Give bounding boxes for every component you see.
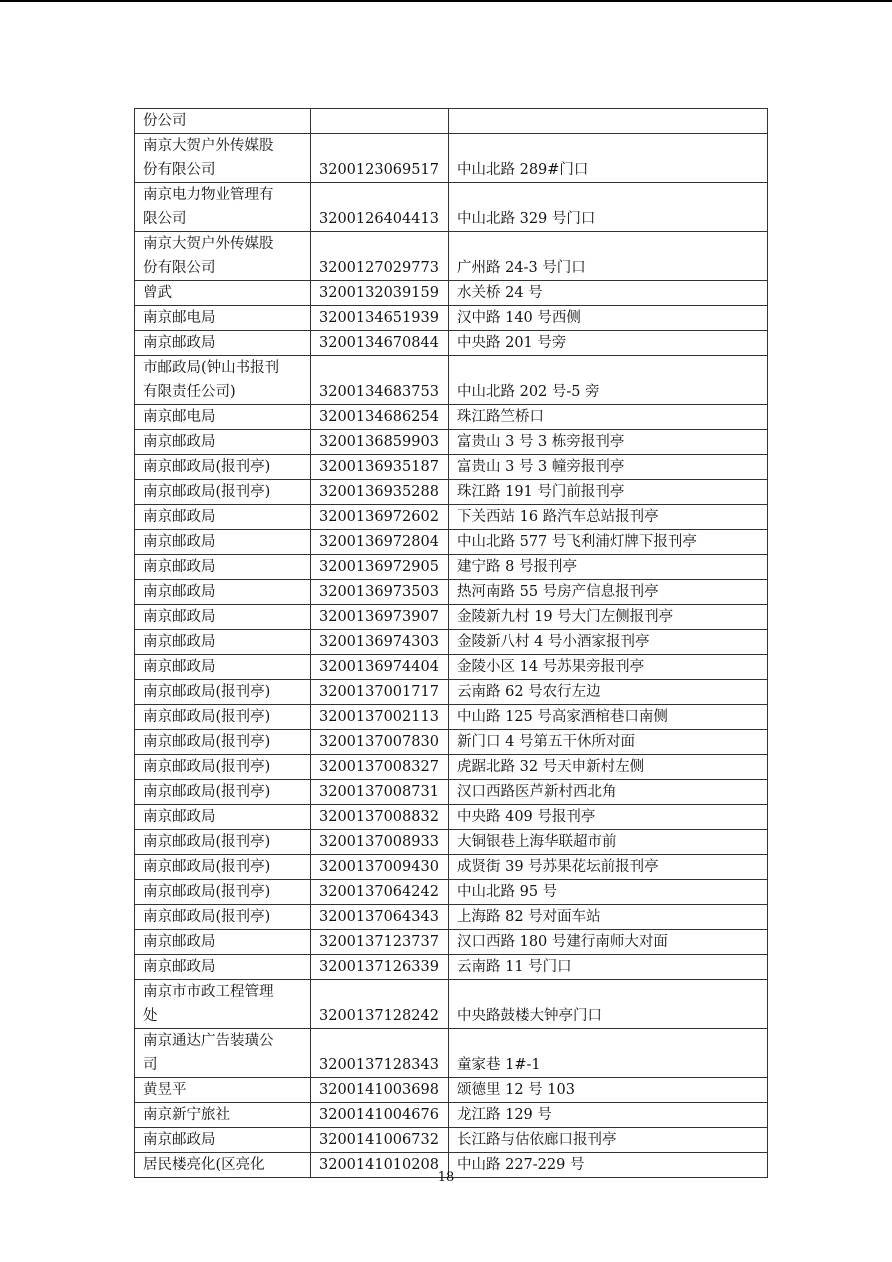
code-cell: 3200136935187	[311, 455, 449, 480]
code-cell: 3200136972602	[311, 505, 449, 530]
table-row	[135, 855, 768, 880]
address-cell: 珠江路 191 号门前报刊亭	[449, 480, 768, 505]
address-cell: 汉口西路 180 号建行南师大对面	[449, 930, 768, 955]
owner-cell: 居民楼亮化(区亮化	[135, 1153, 311, 1178]
table-row	[135, 183, 768, 232]
address-cell: 富贵山 3 号 3 栋旁报刊亭	[449, 430, 768, 455]
table-row	[135, 405, 768, 430]
owner-cell: 南京邮政局(报刊亭)	[135, 480, 311, 505]
code-cell: 3200137128343	[311, 1029, 449, 1078]
table-row	[135, 430, 768, 455]
code-cell: 3200136974303	[311, 630, 449, 655]
owner-cell: 南京邮政局	[135, 805, 311, 830]
owner-cell: 南京邮政局	[135, 430, 311, 455]
table-row	[135, 1128, 768, 1153]
code-cell: 3200136935288	[311, 480, 449, 505]
address-cell: 大铜银巷上海华联超市前	[449, 830, 768, 855]
address-cell: 富贵山 3 号 3 幢旁报刊亭	[449, 455, 768, 480]
code-cell: 3200134686254	[311, 405, 449, 430]
code-cell: 3200141004676	[311, 1103, 449, 1128]
table-row	[135, 505, 768, 530]
table-row	[135, 1078, 768, 1103]
address-cell: 汉中路 140 号西侧	[449, 306, 768, 331]
address-cell: 成贤街 39 号苏果花坛前报刊亭	[449, 855, 768, 880]
table-row	[135, 281, 768, 306]
address-cell: 云南路 62 号农行左边	[449, 680, 768, 705]
address-cell: 中山北路 95 号	[449, 880, 768, 905]
address-cell: 金陵小区 14 号苏果旁报刊亭	[449, 655, 768, 680]
owner-cell: 南京邮政局	[135, 605, 311, 630]
address-cell: 中央路 409 号报刊亭	[449, 805, 768, 830]
page-number: 18	[437, 1170, 455, 1185]
code-cell: 3200137128242	[311, 980, 449, 1029]
table-row	[135, 356, 768, 405]
owner-cell: 南京邮电局	[135, 306, 311, 331]
owner-cell: 南京邮电局	[135, 405, 311, 430]
table-row	[135, 580, 768, 605]
address-cell: 建宁路 8 号报刊亭	[449, 555, 768, 580]
code-cell: 3200136974404	[311, 655, 449, 680]
owner-cell: 南京邮政局(报刊亭)	[135, 730, 311, 755]
table-row	[135, 705, 768, 730]
owner-cell: 曾武	[135, 281, 311, 306]
owner-cell: 南京大贺户外传媒股 份有限公司	[135, 134, 311, 183]
code-cell: 3200137064343	[311, 905, 449, 930]
address-cell	[449, 109, 768, 134]
owner-cell: 南京大贺户外传媒股 份有限公司	[135, 232, 311, 281]
address-cell: 中山路 227-229 号	[449, 1153, 768, 1178]
code-cell: 3200136859903	[311, 430, 449, 455]
address-cell: 中山北路 577 号飞利浦灯牌下报刊亭	[449, 530, 768, 555]
address-cell: 长江路与估依廊口报刊亭	[449, 1128, 768, 1153]
code-cell: 3200137008832	[311, 805, 449, 830]
address-cell: 新门口 4 号第五干休所对面	[449, 730, 768, 755]
code-cell: 3200141010208	[311, 1153, 449, 1178]
code-cell: 3200141006732	[311, 1128, 449, 1153]
code-cell: 3200134651939	[311, 306, 449, 331]
code-cell: 3200141003698	[311, 1078, 449, 1103]
table-row	[135, 1103, 768, 1128]
owner-cell: 南京邮政局	[135, 655, 311, 680]
table-row	[135, 880, 768, 905]
owner-cell: 南京邮政局(报刊亭)	[135, 455, 311, 480]
code-cell: 3200123069517	[311, 134, 449, 183]
address-cell: 热河南路 55 号房产信息报刊亭	[449, 580, 768, 605]
code-cell: 3200126404413	[311, 183, 449, 232]
owner-cell: 南京邮政局	[135, 505, 311, 530]
table-row	[135, 306, 768, 331]
address-cell: 龙江路 129 号	[449, 1103, 768, 1128]
address-cell: 中央路鼓楼大钟亭门口	[449, 980, 768, 1029]
code-cell: 3200132039159	[311, 281, 449, 306]
owner-cell: 南京邮政局	[135, 955, 311, 980]
table-row	[135, 555, 768, 580]
owner-cell: 南京邮政局	[135, 630, 311, 655]
owner-cell: 南京邮政局	[135, 930, 311, 955]
address-cell: 珠江路竺桥口	[449, 405, 768, 430]
address-cell: 上海路 82 号对面车站	[449, 905, 768, 930]
table-row	[135, 755, 768, 780]
code-cell: 3200134670844	[311, 331, 449, 356]
owner-cell: 南京邮政局	[135, 580, 311, 605]
owner-cell: 市邮政局(钟山书报刊 有限责任公司)	[135, 356, 311, 405]
address-cell: 童家巷 1#-1	[449, 1029, 768, 1078]
owner-cell: 南京市市政工程管理 处	[135, 980, 311, 1029]
address-cell: 中山北路 202 号-5 旁	[449, 356, 768, 405]
owner-cell: 南京邮政局(报刊亭)	[135, 905, 311, 930]
owner-cell: 南京新宁旅社	[135, 1103, 311, 1128]
code-cell: 3200137008731	[311, 780, 449, 805]
address-cell: 水关桥 24 号	[449, 281, 768, 306]
table-row	[135, 134, 768, 183]
table-body	[135, 109, 768, 1178]
table-row	[135, 480, 768, 505]
code-cell	[311, 109, 449, 134]
address-cell: 中山北路 329 号门口	[449, 183, 768, 232]
code-cell: 3200136973503	[311, 580, 449, 605]
owner-cell: 南京邮政局(报刊亭)	[135, 830, 311, 855]
address-cell: 下关西站 16 路汽车总站报刊亭	[449, 505, 768, 530]
code-cell: 3200137001717	[311, 680, 449, 705]
table-row	[135, 805, 768, 830]
code-cell: 3200137008933	[311, 830, 449, 855]
address-cell: 中山北路 289#门口	[449, 134, 768, 183]
code-cell: 3200137064242	[311, 880, 449, 905]
address-cell: 金陵新九村 19 号大门左侧报刊亭	[449, 605, 768, 630]
code-cell: 3200136972905	[311, 555, 449, 580]
table-row	[135, 1029, 768, 1078]
code-cell: 3200137002113	[311, 705, 449, 730]
table-row	[135, 331, 768, 356]
top-border-line	[0, 0, 892, 2]
table-row	[135, 109, 768, 134]
owner-cell: 南京邮政局(报刊亭)	[135, 855, 311, 880]
owner-cell: 南京通达广告装璜公 司	[135, 1029, 311, 1078]
code-cell: 3200136973907	[311, 605, 449, 630]
table-row	[135, 605, 768, 630]
table-row	[135, 655, 768, 680]
address-cell: 中央路 201 号旁	[449, 331, 768, 356]
code-cell: 3200137007830	[311, 730, 449, 755]
address-cell: 金陵新八村 4 号小酒家报刊亭	[449, 630, 768, 655]
address-cell: 广州路 24-3 号门口	[449, 232, 768, 281]
owner-cell: 份公司	[135, 109, 311, 134]
table-row	[135, 232, 768, 281]
address-cell: 颂德里 12 号 103	[449, 1078, 768, 1103]
owner-cell: 南京邮政局(报刊亭)	[135, 755, 311, 780]
code-cell: 3200137008327	[311, 755, 449, 780]
data-table	[134, 108, 768, 1178]
table-row	[135, 530, 768, 555]
table-row	[135, 680, 768, 705]
table-row	[135, 630, 768, 655]
table-row	[135, 780, 768, 805]
table-row	[135, 955, 768, 980]
owner-cell: 南京邮政局	[135, 555, 311, 580]
owner-cell: 南京邮政局(报刊亭)	[135, 705, 311, 730]
code-cell: 3200134683753	[311, 356, 449, 405]
owner-cell: 南京邮政局	[135, 1128, 311, 1153]
owner-cell: 黄昱平	[135, 1078, 311, 1103]
address-cell: 云南路 11 号门口	[449, 955, 768, 980]
table-row	[135, 830, 768, 855]
table-row	[135, 930, 768, 955]
table-row	[135, 980, 768, 1029]
address-cell: 汉口西路医芦新村西北角	[449, 780, 768, 805]
owner-cell: 南京邮政局(报刊亭)	[135, 780, 311, 805]
address-cell: 中山路 125 号高家酒棺巷口南侧	[449, 705, 768, 730]
code-cell: 3200137009430	[311, 855, 449, 880]
table-row	[135, 905, 768, 930]
owner-cell: 南京邮政局(报刊亭)	[135, 880, 311, 905]
owner-cell: 南京邮政局(报刊亭)	[135, 680, 311, 705]
owner-cell: 南京电力物业管理有 限公司	[135, 183, 311, 232]
address-cell: 虎踞北路 32 号天申新村左侧	[449, 755, 768, 780]
table-row	[135, 730, 768, 755]
code-cell: 3200136972804	[311, 530, 449, 555]
owner-cell: 南京邮政局	[135, 530, 311, 555]
code-cell: 3200137123737	[311, 930, 449, 955]
owner-cell: 南京邮政局	[135, 331, 311, 356]
code-cell: 3200127029773	[311, 232, 449, 281]
table-row	[135, 455, 768, 480]
code-cell: 3200137126339	[311, 955, 449, 980]
